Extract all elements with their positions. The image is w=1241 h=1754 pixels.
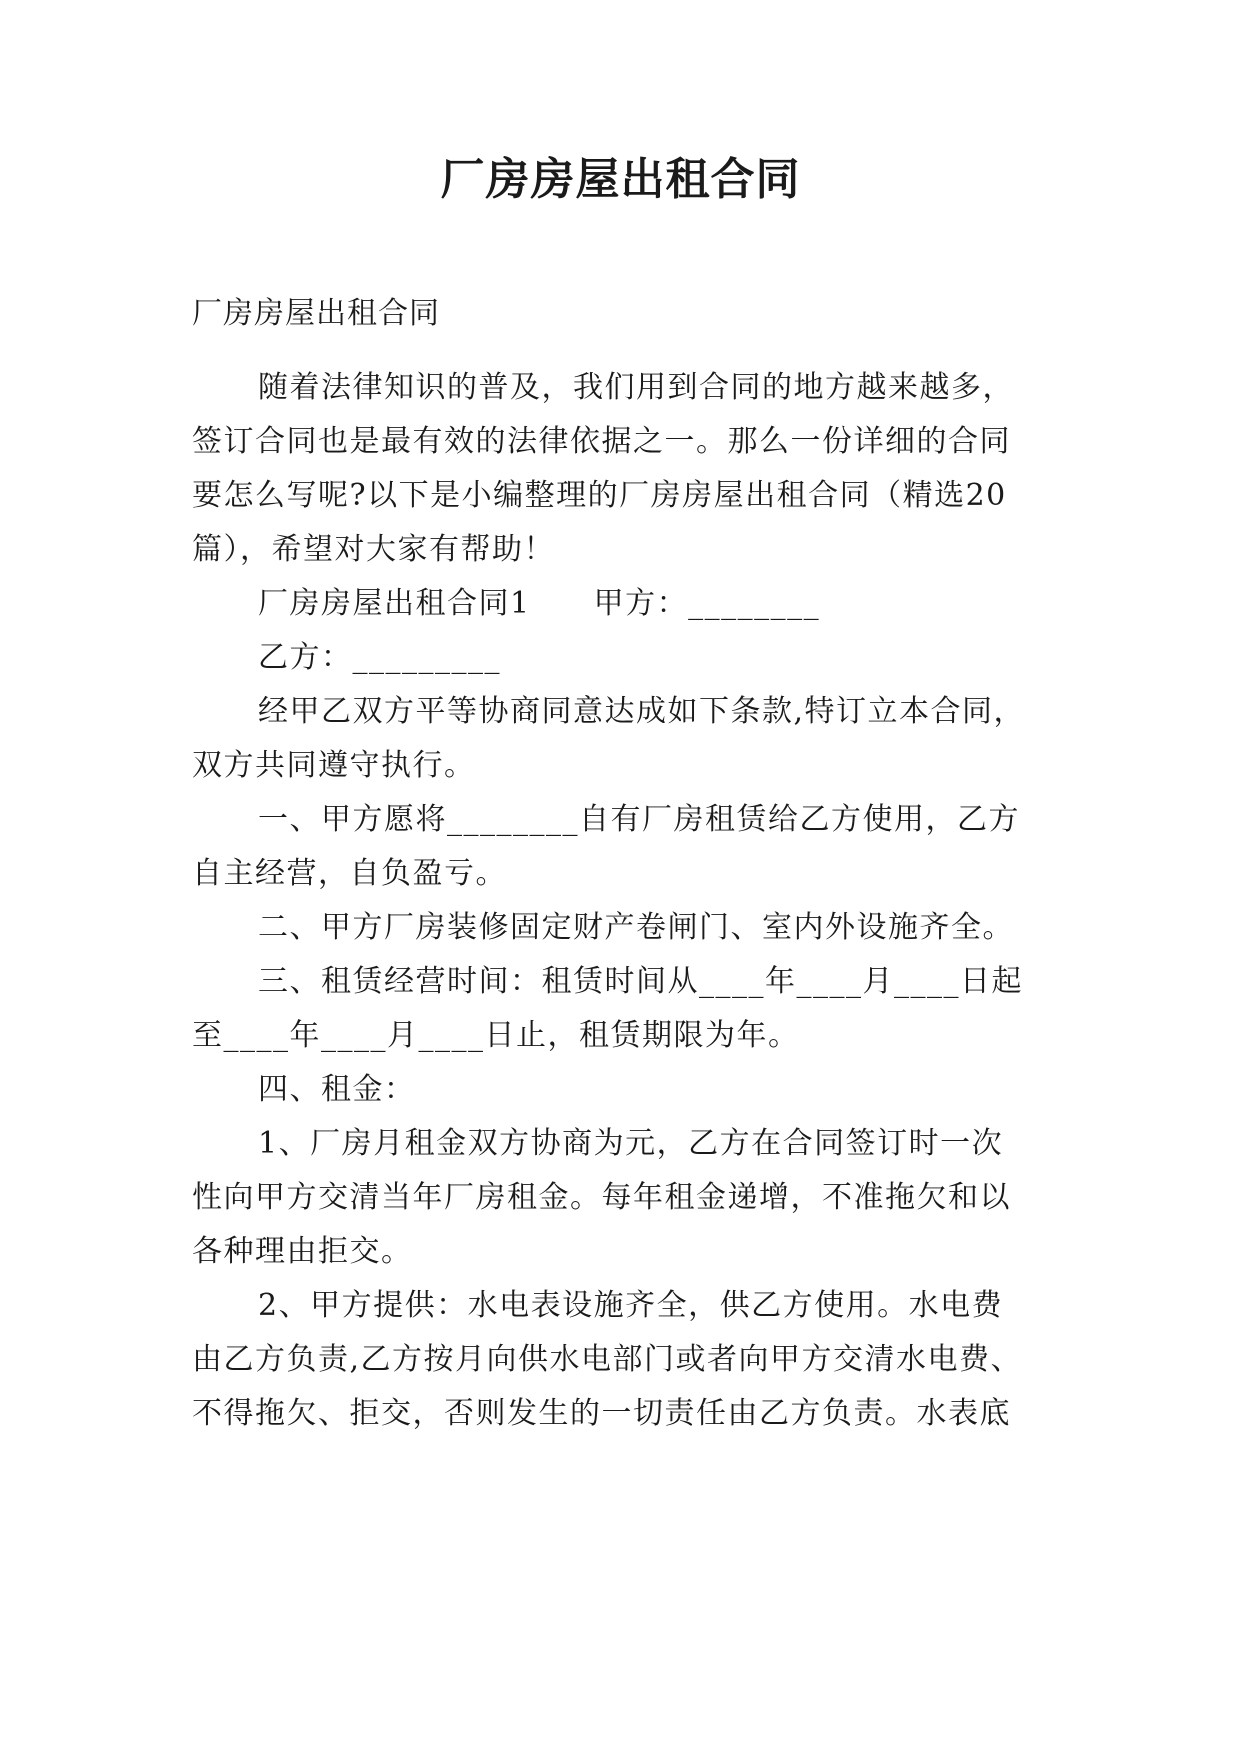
body-line: 签订合同也是最有效的法律依据之一。那么一份详细的合同: [192, 424, 1011, 459]
body-line: 双方共同遵守执行。: [192, 748, 476, 783]
body-line: 篇），希望对大家有帮助！: [192, 532, 555, 567]
body-line: 性向甲方交清当年厂房租金。每年租金递增，不准拖欠和以: [192, 1180, 1011, 1215]
body-line: 由乙方负责,乙方按月向供水电部门或者向甲方交清水电费、: [192, 1342, 1023, 1377]
document-subtitle: 厂房房屋出租合同: [192, 296, 440, 331]
body-line: 自主经营，自负盈亏。: [192, 856, 507, 891]
body-line: 至____年____月____日止，租赁期限为年。: [192, 1018, 800, 1053]
body-line: 随着法律知识的普及，我们用到合同的地方越来越多，: [258, 370, 1014, 405]
body-line: 经甲乙双方平等协商同意达成如下条款,特订立本合同，: [258, 694, 1026, 729]
body-line: 四、租金：: [258, 1072, 416, 1107]
body-line: 乙方：_________: [258, 640, 501, 675]
body-line: 一、甲方愿将________自有厂房租赁给乙方使用，乙方: [258, 802, 1020, 837]
body-line: 要怎么写呢?以下是小编整理的厂房房屋出租合同（精选20: [192, 478, 1007, 513]
body-line: 1、厂房月租金双方协商为元，乙方在合同签订时一次: [258, 1126, 1004, 1161]
body-line: 三、租赁经营时间：租赁时间从____年____月____日起: [258, 964, 1023, 999]
body-line: 厂房房屋出租合同1 甲方：________: [258, 586, 821, 621]
body-line: 不得拖欠、拒交，否则发生的一切责任由乙方负责。水表底: [192, 1396, 1011, 1431]
body-line: 二、甲方厂房装修固定财产卷闸门、室内外设施齐全。: [258, 910, 1014, 945]
body-line: 2、甲方提供：水电表设施齐全，供乙方使用。水电费: [258, 1288, 1004, 1323]
document-title: 厂房房屋出租合同: [440, 154, 801, 205]
body-line: 各种理由拒交。: [192, 1234, 413, 1269]
